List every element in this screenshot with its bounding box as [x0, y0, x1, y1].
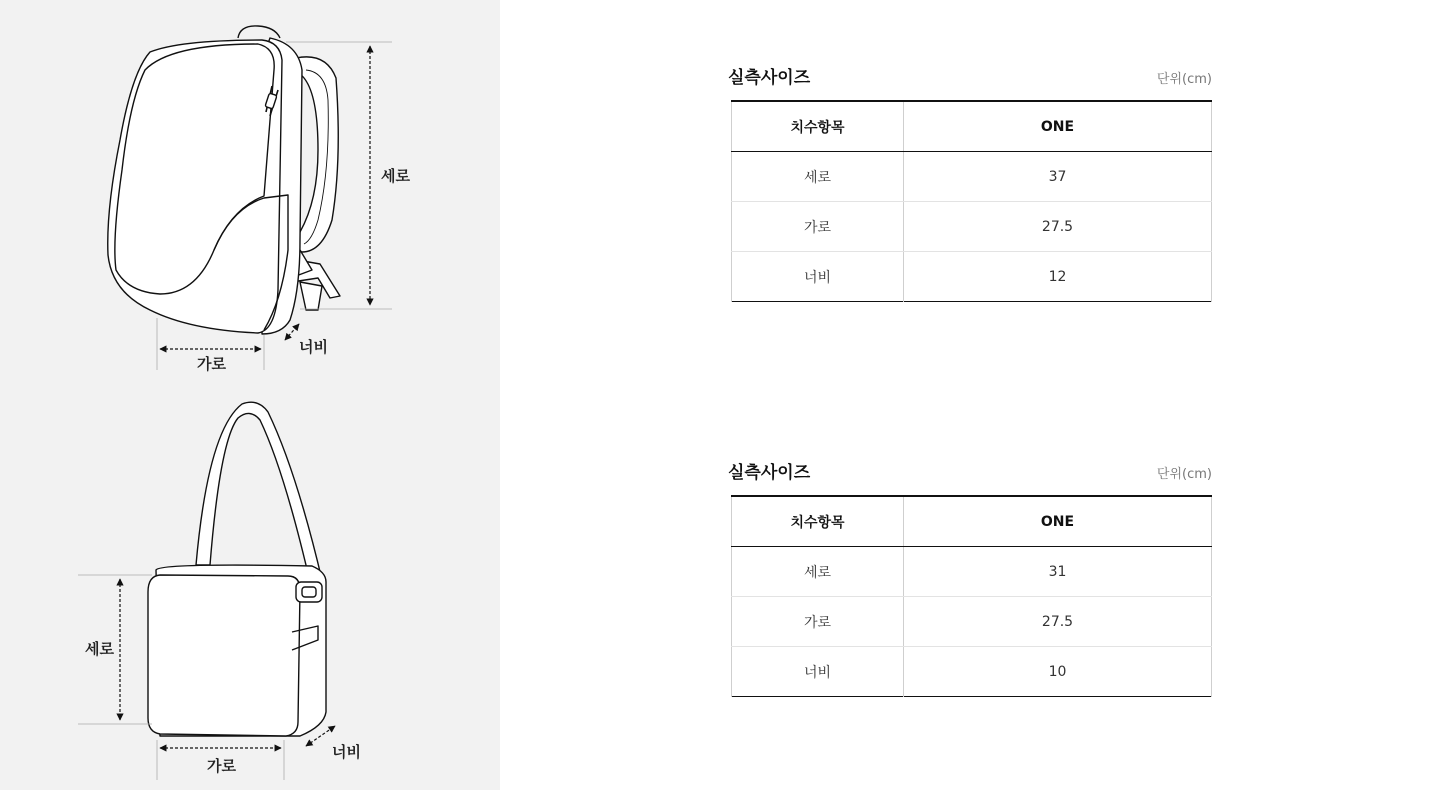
table-row — [732, 647, 1212, 697]
size-table-title: 실측사이즈 — [728, 463, 811, 483]
table-row — [732, 547, 1212, 597]
table-row — [732, 152, 1212, 202]
row-item: 가로 — [732, 202, 904, 252]
header-size: ONE — [904, 101, 1212, 152]
size-table-title: 실측사이즈 — [728, 68, 811, 88]
table-row — [732, 252, 1212, 302]
row-item: 너비 — [732, 252, 904, 302]
row-value: 31 — [904, 547, 1212, 597]
row-item: 세로 — [732, 152, 904, 202]
backpack-depth-label: 너비 — [299, 338, 328, 356]
shoulder-bag-drawing — [148, 402, 326, 736]
row-value: 37 — [904, 152, 1212, 202]
size-table-unit: 단위(cm) — [1156, 72, 1212, 87]
header-item: 치수항목 — [732, 101, 904, 152]
table-header-row — [732, 101, 1212, 152]
row-item: 너비 — [732, 647, 904, 697]
table-row — [732, 597, 1212, 647]
backpack-height-label: 세로 — [381, 167, 410, 185]
row-value: 27.5 — [904, 202, 1212, 252]
bag-line-drawings — [0, 0, 500, 790]
shoulder-bag-depth-label: 너비 — [332, 743, 361, 761]
header-item: 치수항목 — [732, 496, 904, 547]
row-value: 27.5 — [904, 597, 1212, 647]
row-value: 12 — [904, 252, 1212, 302]
shoulder-bag-width-label: 가로 — [207, 757, 236, 775]
backpack-width-label: 가로 — [197, 355, 226, 373]
backpack-drawing — [108, 26, 340, 334]
row-value: 10 — [904, 647, 1212, 697]
size-table — [731, 495, 1212, 697]
header-size: ONE — [904, 496, 1212, 547]
row-item: 가로 — [732, 597, 904, 647]
row-item: 세로 — [732, 547, 904, 597]
table-row — [732, 202, 1212, 252]
size-table-unit: 단위(cm) — [1156, 467, 1212, 482]
shoulder-bag-height-label: 세로 — [85, 640, 114, 658]
table-header-row — [732, 496, 1212, 547]
backpack-depth-arrow — [285, 324, 299, 340]
size-table — [731, 100, 1212, 302]
product-illustration-panel — [0, 0, 500, 790]
